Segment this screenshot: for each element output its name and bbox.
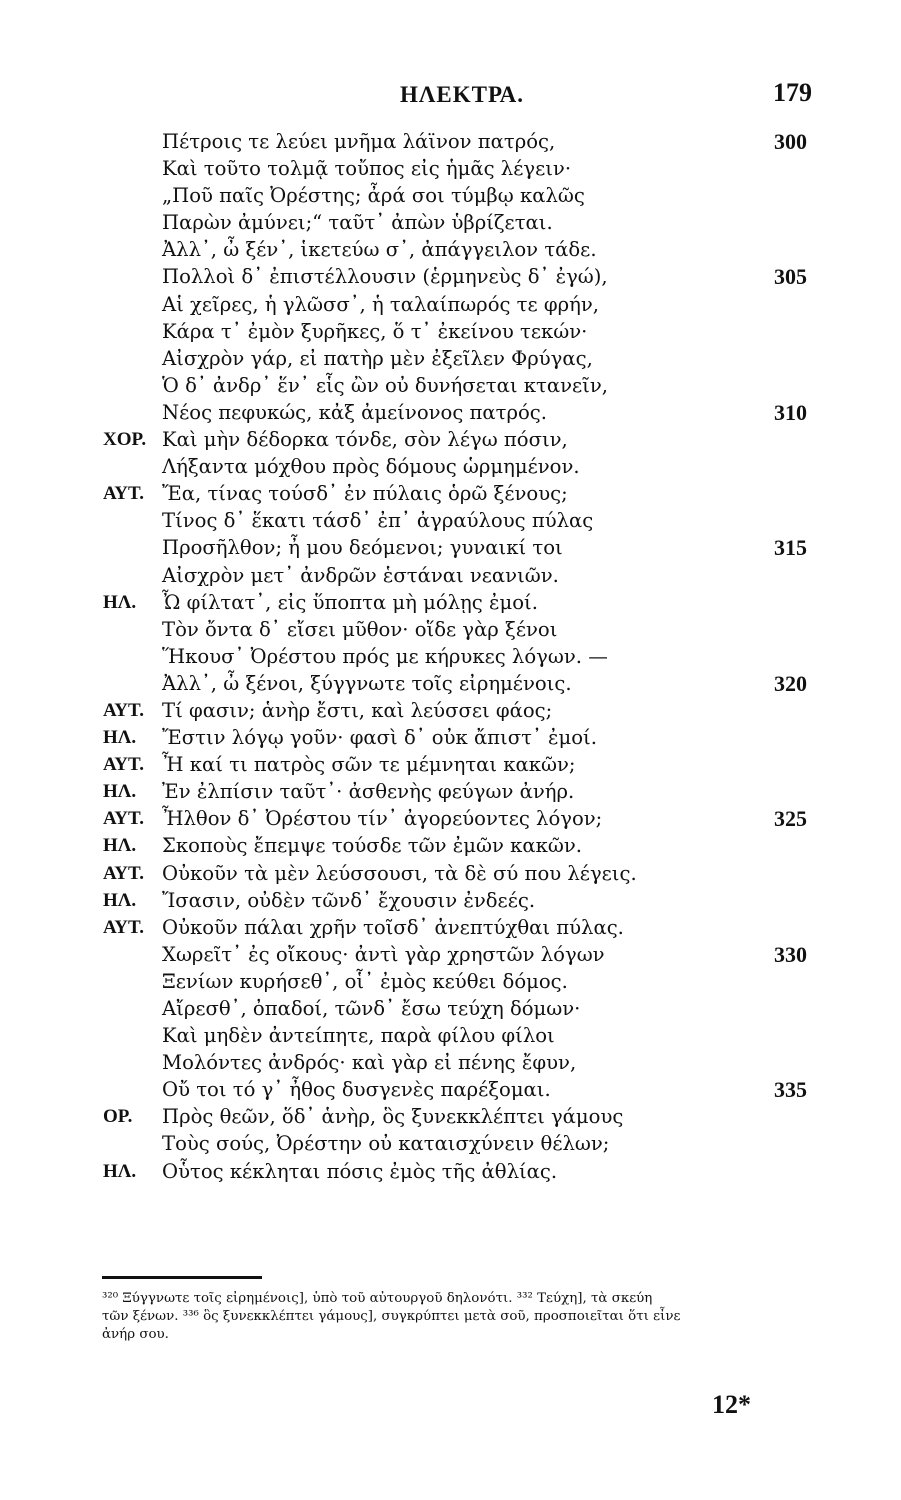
verse-text: Τὸν ὄντα δ᾽ εἴσει μῦθον· οἵδε γὰρ ξένοι	[162, 617, 558, 641]
verse-line	[0, 318, 901, 345]
verse-line	[0, 263, 901, 290]
verse-text: Ἴσασιν, οὐδὲν τῶνδ᾽ ἔχουσιν ἐνδεές.	[162, 888, 536, 912]
verse-text: Καὶ τοῦτο τολμᾷ τοὔπος εἰς ἡμᾶς λέγειν·	[162, 157, 572, 181]
verse-text: Κάρα τ᾽ ἐμὸν ξυρῆκες, ὅ τ᾽ ἐκείνου τεκών·	[162, 319, 588, 343]
speaker-label: ΗΛ.	[103, 1160, 137, 1182]
verse-text: Πολλοὶ δ᾽ ἐπιστέλλουσιν (ἑρμηνεὺς δ᾽ ἐγώ),	[162, 265, 608, 289]
verse-text: Λήξαντα μόχθου πρὸς δόμους ὡρμημένον.	[162, 455, 580, 479]
speaker-label: ΗΛ.	[103, 591, 137, 613]
verse-text: Πέτροις τε λεύει μνῆμα λάϊνον πατρός,	[162, 130, 556, 153]
line-number: 320	[774, 670, 807, 696]
verse-text: Ἔστιν λόγῳ γοῦν· φασὶ δ᾽ οὐκ ἄπιστ᾽ ἐμοί.	[162, 726, 597, 750]
speaker-label: ΗΛ.	[103, 889, 137, 911]
verse-line	[0, 1049, 901, 1076]
verse-text: Ἔα, τίνας τούσδ᾽ ἐν πύλαις ὁρῶ ξένους;	[162, 482, 568, 506]
verse-line	[0, 670, 901, 697]
speaker-label: ΑΥΤ.	[103, 808, 145, 830]
verse-text: Ἦ καί τι πατρὸς σῶν τε μέμνηται κακῶν;	[162, 753, 576, 777]
verse-line	[0, 155, 901, 182]
verse-text: Σκοποὺς ἔπεμψε τούσδε τῶν ἐμῶν κακῶν.	[162, 834, 582, 858]
verse-line	[0, 1076, 901, 1103]
verse-text: Ἦλθον δ᾽ Ὀρέστου τίν᾽ ἀγορεύοντες λόγον;	[162, 807, 603, 831]
footnote-rule	[102, 1276, 262, 1279]
verse-text: Οὐκοῦν τὰ μὲν λεύσσουσι, τὰ δὲ σύ που λέγεις.	[162, 861, 637, 885]
verse-text: Ἐν ἐλπίσιν ταῦτ᾽· ἀσθενὴς φεύγων ἀνήρ.	[162, 780, 575, 804]
verse-line	[0, 182, 901, 209]
verse-text: Τί φασιν; ἁνὴρ ἔστι, καὶ λεύσσει φάος;	[162, 698, 553, 722]
verse-line	[0, 534, 901, 561]
verse-line	[0, 968, 901, 995]
verse-line	[0, 399, 901, 426]
speaker-label: ΧΟΡ.	[103, 429, 147, 451]
verse-text: Αἰσχρὸν γάρ, εἰ πατὴρ μὲν ἐξεῖλεν Φρύγας,	[162, 346, 593, 370]
speaker-label: ΑΥΤ.	[103, 483, 145, 505]
verse-text: Ἥκουσ᾽ Ὀρέστου πρός με κήρυκες λόγων. —	[162, 644, 608, 668]
verse-text: Ἀλλ᾽, ὦ ξέν᾽, ἱκετεύω σ᾽, ἀπάγγειλον τάδε.	[162, 238, 597, 262]
verse-line	[0, 236, 901, 263]
verse-text: Νέος πεφυκώς, κἀξ ἀμείνονος πατρός.	[162, 400, 547, 424]
verse-line	[0, 697, 901, 724]
speaker-label: ΗΛ.	[103, 781, 137, 803]
verse-text: Ὁ δ᾽ ἀνδρ᾽ ἕν᾽ εἷς ὢν οὐ δυνήσεται κτανεῖν,	[162, 373, 608, 397]
speaker-label: ΟΡ.	[103, 1106, 133, 1128]
verse-text: Παρὼν ἀμύνει;“ ταῦτ᾽ ἀπὼν ὑβρίζεται.	[162, 211, 553, 235]
verse-line	[0, 941, 901, 968]
verse-text: „Ποῦ παῖς Ὀρέστης; ἆρά σοι τύμβῳ καλῶς	[162, 184, 585, 208]
verse-line	[0, 832, 901, 859]
verse-line	[0, 751, 901, 778]
verse-line	[0, 1022, 901, 1049]
verse-line	[0, 724, 901, 751]
verse-line	[0, 887, 901, 914]
verse-text: Καὶ μὴν δέδορκα τόνδε, σὸν λέγω πόσιν,	[162, 428, 568, 452]
verse-text: Οὔ τοι τό γ᾽ ἦθος δυσγενὲς παρέξομαι.	[162, 1078, 551, 1102]
page-header	[0, 78, 901, 118]
verse-line	[0, 291, 901, 318]
verse-text: Πρὸς θεῶν, ὅδ᾽ ἁνὴρ, ὃς ξυνεκκλέπτει γάμους	[162, 1105, 624, 1129]
footnote-line: τῶν ξένων. ³³⁶ ὃς ξυνεκκλέπτει γάμους], συγκρύπτει μετὰ σοῦ, προσποιεῖται ὅτι εἶνε	[102, 1309, 681, 1324]
verse-line	[0, 372, 901, 399]
verse-text: Καὶ μηδὲν ἀντείπητε, παρὰ φίλου φίλοι	[162, 1024, 555, 1048]
verse-line	[0, 616, 901, 643]
line-number: 310	[774, 399, 807, 425]
line-number: 315	[774, 535, 807, 561]
verse-text: Προσῆλθον; ἦ μου δεόμενοι; γυναικί τοι	[162, 536, 563, 560]
running-title: ΗΛΕΚΤΡΑ.	[400, 82, 524, 107]
verse-text: Αἰσχρὸν μετ᾽ ἀνδρῶν ἑστάναι νεανιῶν.	[162, 563, 559, 587]
speaker-label: ΗΛ.	[103, 835, 137, 857]
verse-text: Ὦ φίλτατ᾽, εἰς ὕποπτα μὴ μόλῃς ἐμοί.	[162, 590, 538, 614]
line-number: 300	[774, 129, 807, 154]
verse-text: Αἱ χεῖρες, ἡ γλῶσσ᾽, ἡ ταλαίπωρός τε φρήν,	[162, 292, 600, 316]
verse-line	[0, 643, 901, 670]
verse-line	[0, 345, 901, 372]
verse-line	[0, 562, 901, 589]
verse-text: Τοὺς σούς, Ὀρέστην οὐ καταισχύνειν θέλων;	[162, 1132, 610, 1156]
verse-line	[0, 589, 901, 616]
line-number: 330	[774, 941, 807, 967]
page-number: 179	[773, 78, 812, 107]
verse-line	[0, 1158, 901, 1185]
footnote-line: ³²⁰ Ξύγγνωτε τοῖς εἰρημένοις], ὑπὸ τοῦ αὐτουργοῦ δηλονότι. ³³² Τεύχη], τὰ σκεύη	[102, 1291, 653, 1306]
verse-line	[0, 426, 901, 453]
verse-line	[0, 453, 901, 480]
signature-mark: 12*	[712, 1390, 751, 1419]
speaker-label: ΗΛ.	[103, 727, 137, 749]
speaker-label: ΑΥΤ.	[103, 754, 145, 776]
line-number: 335	[774, 1077, 807, 1103]
line-number: 305	[774, 264, 807, 290]
verse-text: Τίνος δ᾽ ἕκατι τάσδ᾽ ἐπ᾽ ἀγραύλους πύλας	[162, 509, 594, 533]
verse-line	[0, 805, 901, 832]
verse-line	[0, 480, 901, 507]
verse-line	[0, 778, 901, 805]
verse-line	[0, 1103, 901, 1130]
verse-text: Οὗτος κέκληται πόσις ἐμὸς τῆς ἀθλίας.	[162, 1159, 558, 1183]
verse-line	[0, 507, 901, 534]
verse-line	[0, 128, 901, 155]
verse-text: Ἀλλ᾽, ὦ ξένοι, ξύγγνωτε τοῖς εἰρημένοις.	[162, 671, 572, 695]
verse-text: Μολόντες ἀνδρός· καὶ γὰρ εἰ πένης ἔφυν,	[162, 1051, 577, 1075]
verse-text: Ξενίων κυρήσεθ᾽, οἷ᾽ ἐμὸς κεύθει δόμος.	[162, 969, 568, 993]
verse-text: Αἴρεσθ᾽, ὀπαδοί, τῶνδ᾽ ἔσω τεύχη δόμων·	[162, 997, 581, 1020]
speaker-label: ΑΥΤ.	[103, 916, 145, 938]
speaker-label: ΑΥΤ.	[103, 699, 145, 721]
footnote-line: ἀνήρ σου.	[102, 1327, 169, 1342]
speaker-label: ΑΥΤ.	[103, 862, 145, 884]
verse-line	[0, 1130, 901, 1157]
line-number: 325	[774, 806, 807, 832]
verse-text: Χωρεῖτ᾽ ἐς οἴκους· ἀντὶ γὰρ χρηστῶν λόγων	[162, 942, 605, 966]
verse-line	[0, 860, 901, 887]
verse-line	[0, 914, 901, 941]
footnotes	[102, 1290, 822, 1344]
verse-block	[0, 128, 901, 1185]
verse-line	[0, 209, 901, 236]
verse-line	[0, 995, 901, 1022]
verse-text: Οὐκοῦν πάλαι χρῆν τοῖσδ᾽ ἀνεπτύχθαι πύλας.	[162, 915, 624, 939]
